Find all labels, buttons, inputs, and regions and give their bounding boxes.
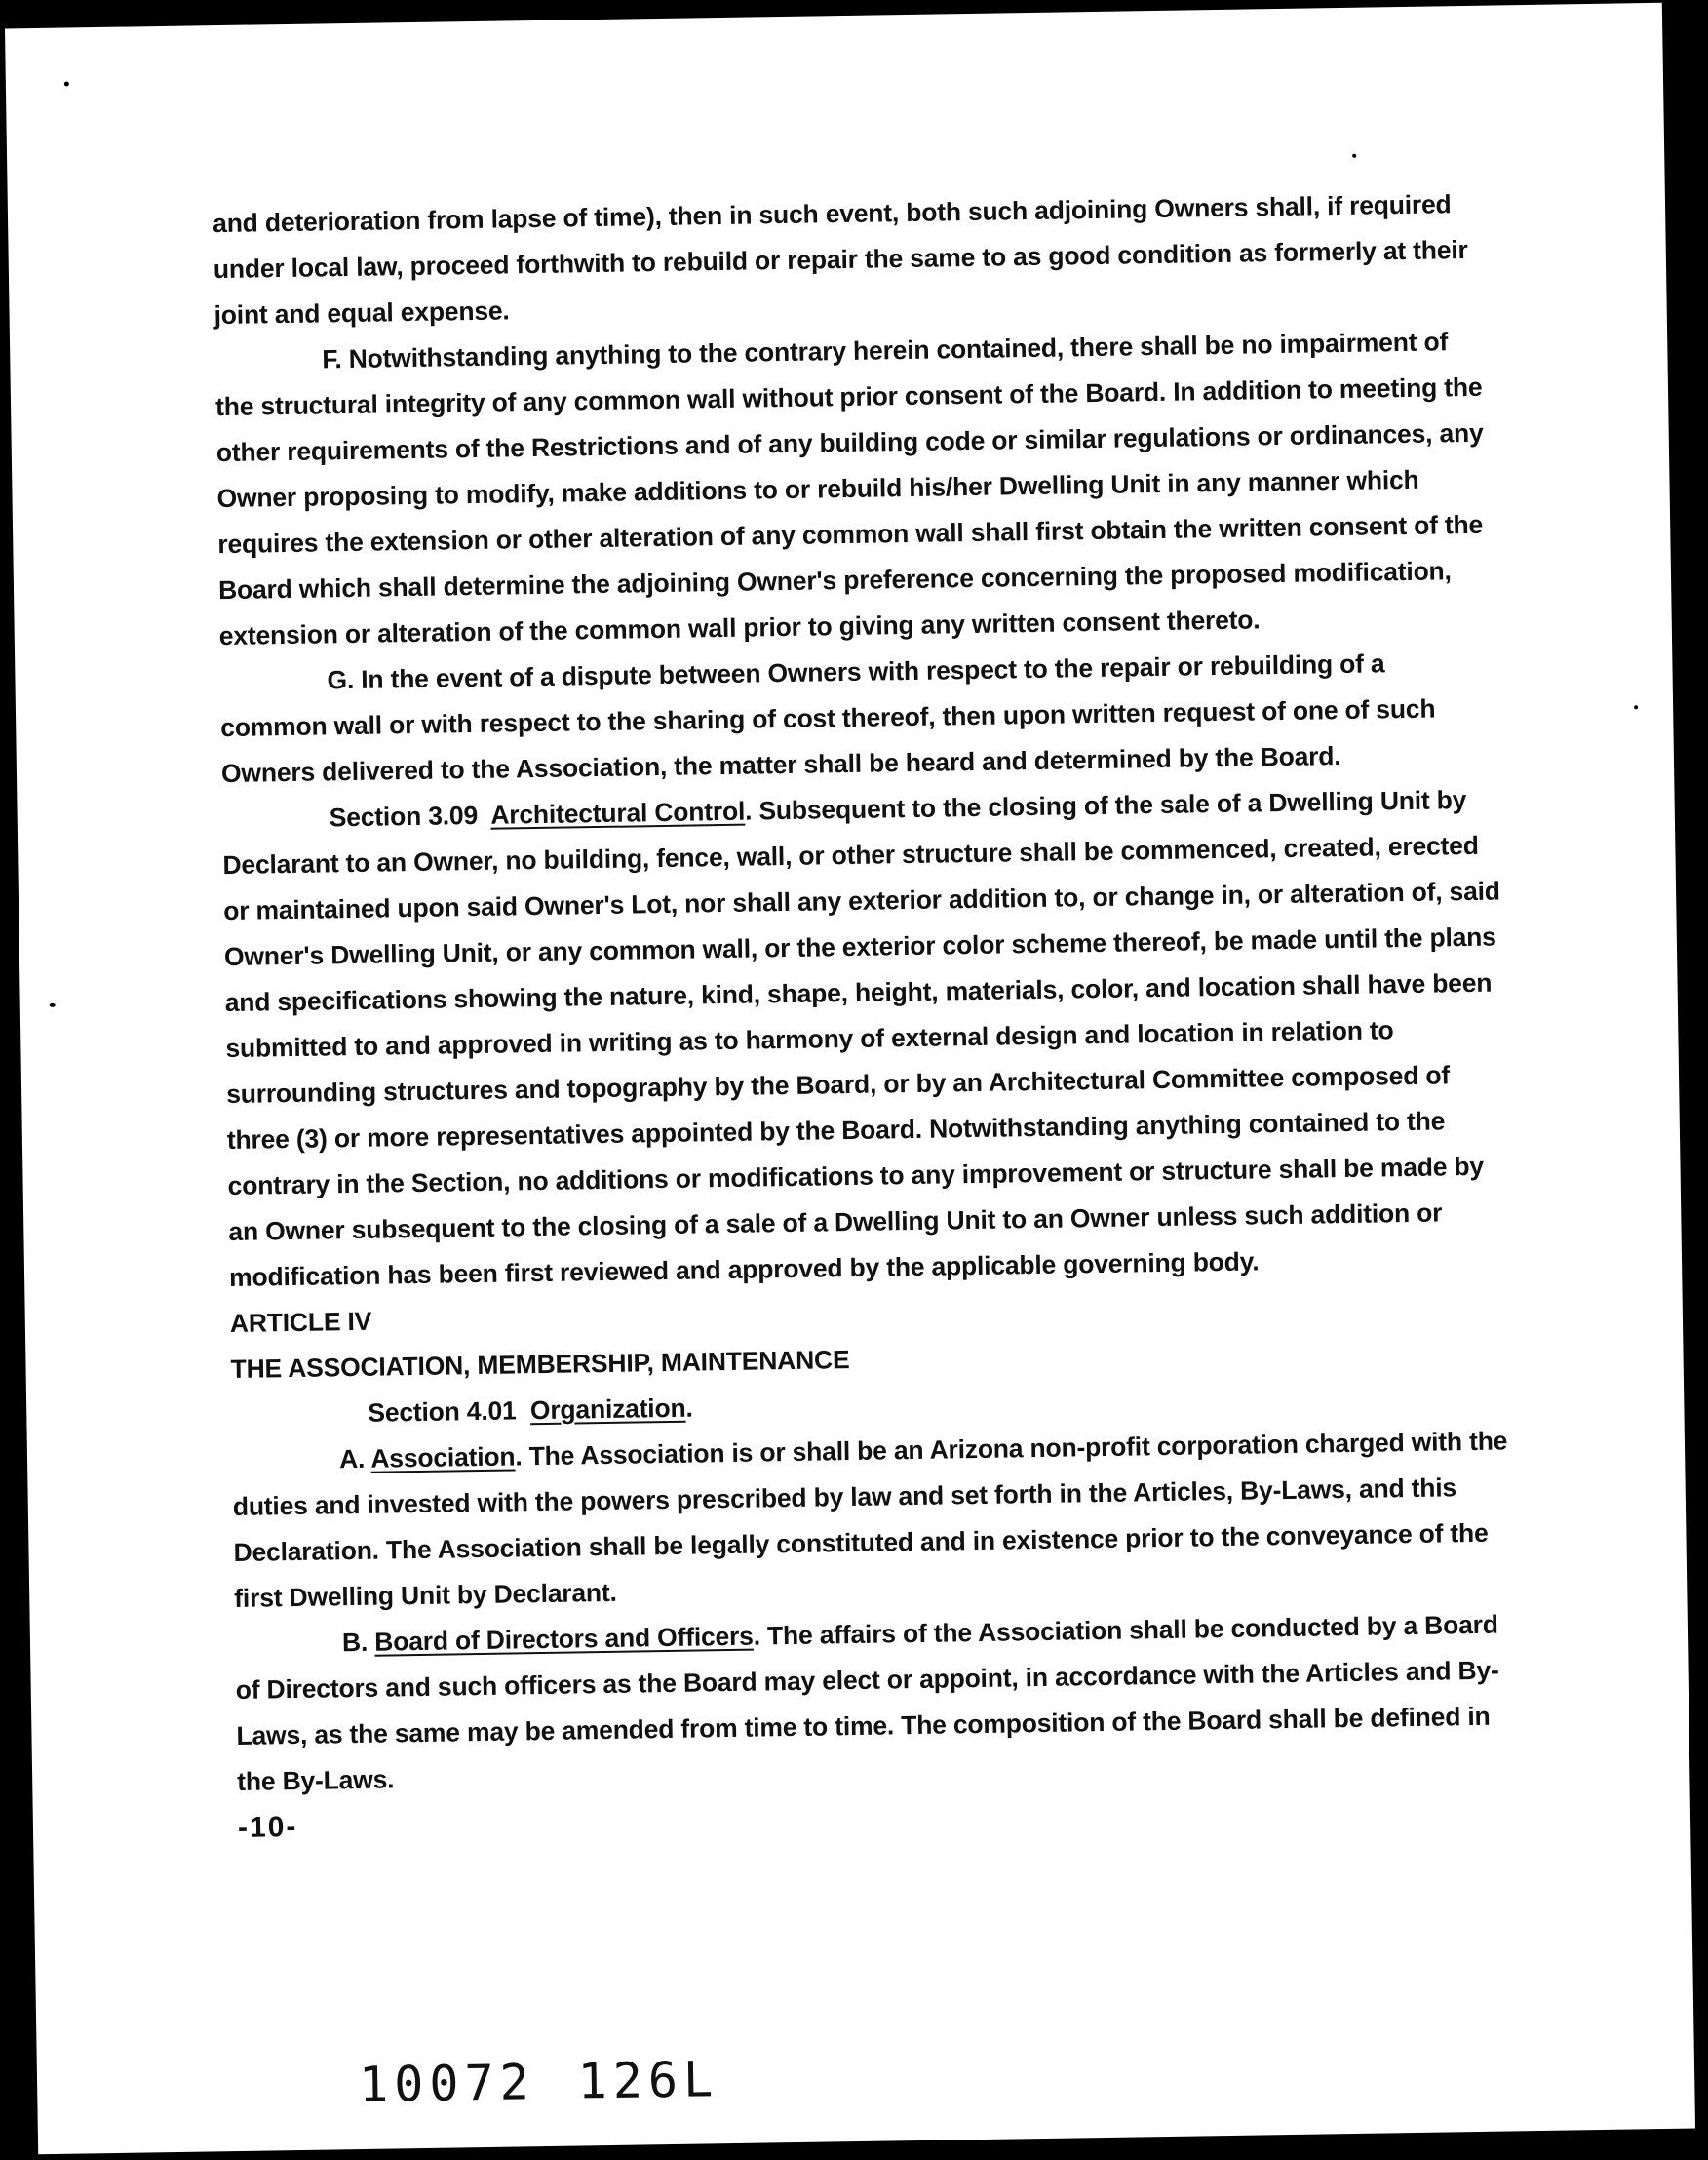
paragraph-b-board: [235, 1601, 1515, 1805]
section-3-09: [221, 777, 1506, 1302]
document-page: [5, 3, 1695, 2154]
paragraph-a-label: A.: [338, 1443, 366, 1474]
paragraph-b-body: . The affairs of the Association shall be conducted by a Board of Directors and such officers as the Board may elect or appoint, in accordance with the Articles and By-Laws, as the same may be amended from time to time. The composition of the Board shall be defined in the By-Laws.: [235, 1609, 1499, 1796]
section-4-01-period: .: [685, 1393, 693, 1423]
stamp-number-right: 126L: [577, 2051, 719, 2110]
section-4-01-title: Organization: [529, 1393, 686, 1426]
paragraph-g: G. In the event of a dispute between Owners with respect to the repair or rebuilding of a common wall or with respect to the sharing of cost thereof, then upon written request of one of such Owners delivered to the Association, the matter shall be heard and determined by the Board.: [220, 648, 1436, 789]
paragraph-a-title: Association: [370, 1441, 516, 1473]
section-4-01-number: Section 4.01: [368, 1395, 517, 1428]
section-3-09-number: Section 3.09: [329, 800, 479, 833]
page-number: -10-: [237, 1810, 298, 1844]
section-3-09-body: . Subsequent to the closing of the sale of a Dwelling Unit by Declarant to an Owner, no building, fence, wall, or other structure shall be commenced, created, erected or maintained upon said Owner's Lot, nor shall any exterior addition to, or change in, or alteration of, said Owner's Dwelling Unit, or any common wall, or the exterior color scheme thereof, be made until the plans and specifications showing the nature, kind, shape, height, materials, color, and location shall have been submitted to and approved in writing as to harmony of external design and location in relation to surrounding structures and topography by the Board, or by an Architectural Committee composed of three (3) or more representatives appointed by the Board. Notwithstanding anything contained to the contrary in the Section, no additions or modifications to any improvement or structure shall be made by an Owner subsequent to the closing of a sale of a Dwelling Unit to an Owner unless such addition or modification has been first reviewed and approved by the applicable governing body.: [222, 785, 1500, 1293]
paragraph-continuation: and deterioration from lapse of time), then in such event, both such adjoining Owners shall, if required under local law, proceed forthwith to rebuild or repair the same to as good condition as formerly at their joint and equal expense.: [212, 189, 1468, 331]
article-title: THE ASSOCIATION, MEMBERSHIP, MAINTENANCE: [230, 1345, 850, 1385]
scan-speck: [50, 1003, 56, 1007]
paragraph-a-body: . The Association is or shall be an Arizona non-profit corporation charged with the duties and invested with the powers prescribed by law and set forth in the Articles, By-Laws, and this Declaration. The Association shall be legally constituted and in existence prior to the conveyance of the first Dwelling Unit by Declarant.: [232, 1426, 1508, 1613]
document-body: [213, 181, 1515, 1851]
document-stamp: [359, 2051, 719, 2113]
paragraph-f: F. Notwithstanding anything to the contrary herein contained, there shall be no impairment of the structural integrity of any common wall without prior consent of the Board. In addition to meeting the other requirements of the Restrictions and of any building code or similar regulations or ordinances, any Owner proposing to modify, make additions to or rebuild his/her Dwelling Unit in any manner which requires the extension or other alteration of any common wall shall first obtain the written consent of the Board which shall determine the adjoining Owner's preference concerning the proposed modification, extension or alteration of the common wall prior to giving any written consent thereto.: [214, 327, 1484, 651]
stamp-number-left: 10072: [358, 2054, 536, 2114]
paragraph-b-title: Board of Directors and Officers: [374, 1621, 754, 1657]
scan-speck: [1352, 154, 1356, 158]
paragraph-a-association: [232, 1418, 1512, 1622]
article-number: ARTICLE IV: [229, 1306, 372, 1339]
section-3-09-title: Architectural Control: [490, 796, 746, 830]
scan-speck: [64, 81, 69, 86]
paragraph-b-label: B.: [341, 1627, 369, 1658]
scan-speck: [1634, 705, 1638, 709]
